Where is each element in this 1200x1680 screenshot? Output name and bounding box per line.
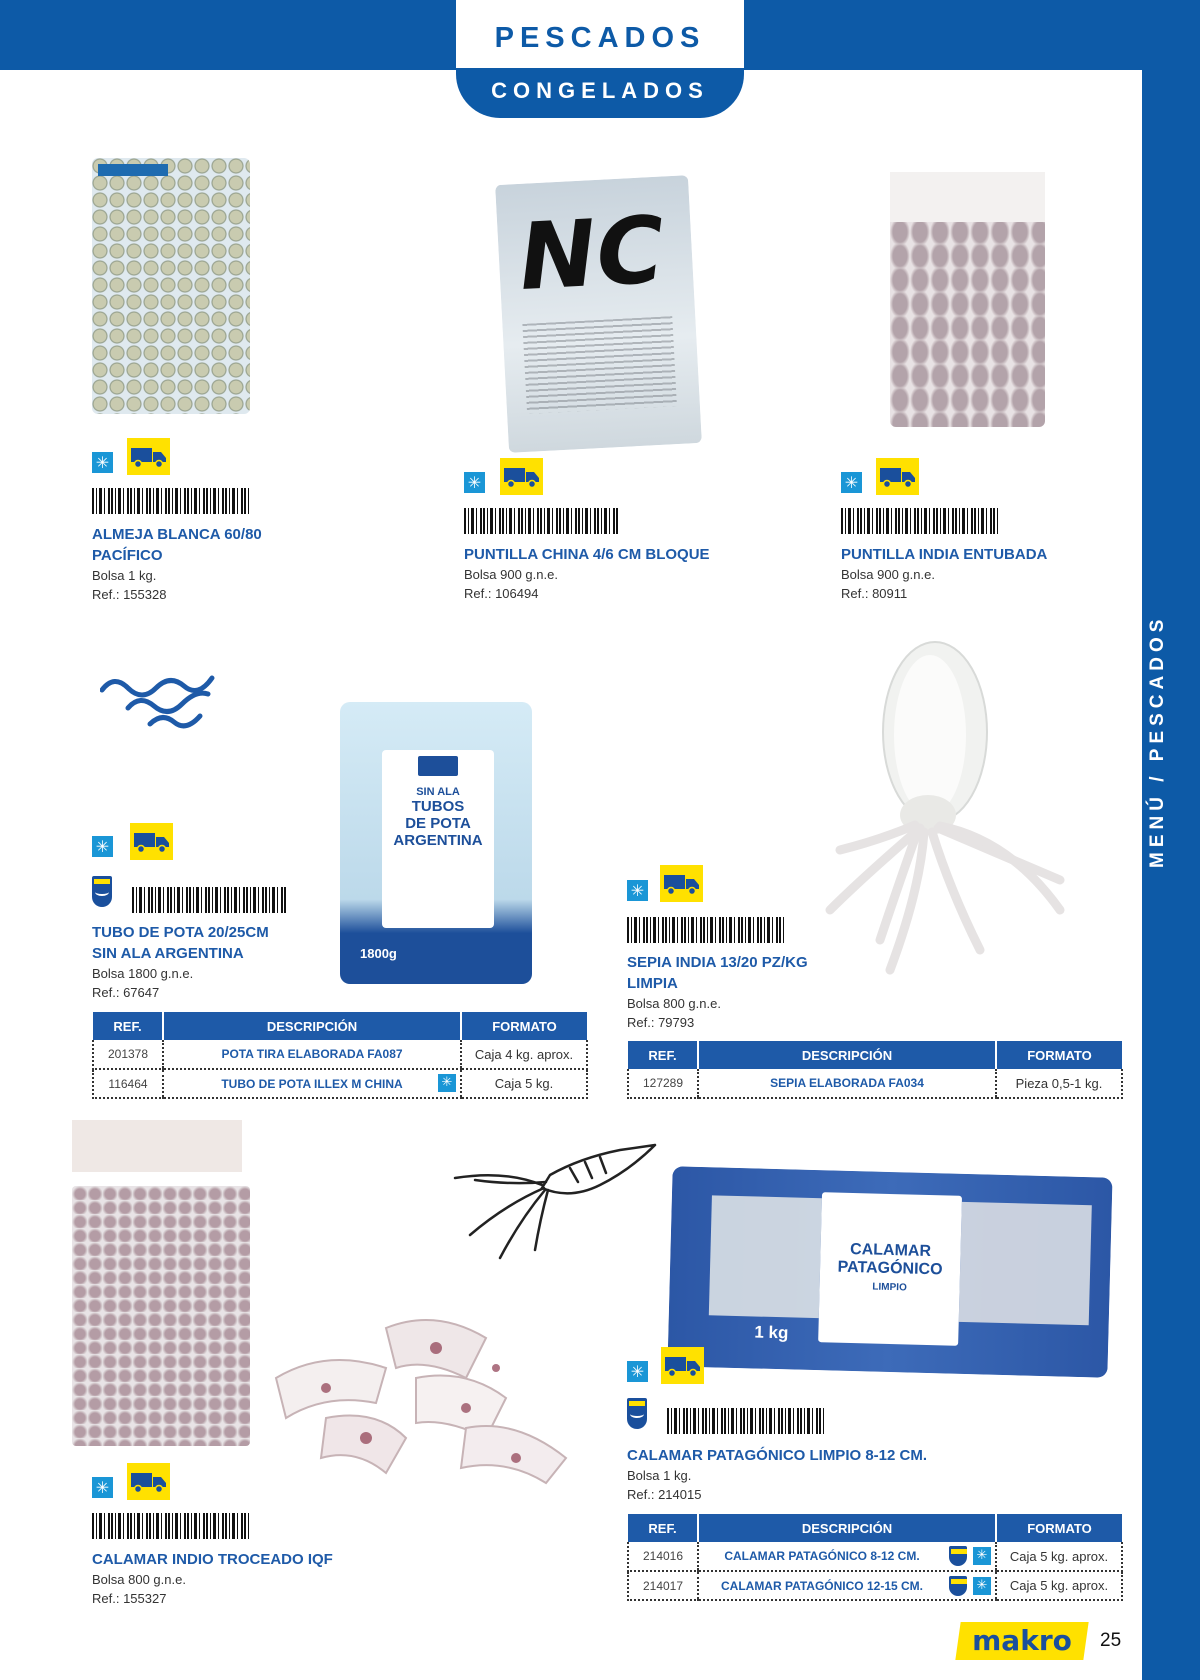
packaging-line: LIMPIO: [872, 1281, 907, 1294]
metro-chef-icon: [949, 1576, 967, 1596]
tubo-pota-product-image: [340, 702, 532, 984]
calamar-patagonico-product-image: [667, 1166, 1112, 1377]
barcode: [841, 508, 999, 534]
snowflake-icon: ✳: [92, 836, 113, 857]
packaging-line: PATAGÓNICO: [837, 1258, 943, 1279]
packaging-line: CALAMAR: [849, 1240, 932, 1261]
logo-text: makro: [972, 1624, 1072, 1657]
column-header: DESCRIPCIÓN: [698, 1041, 996, 1069]
product-ref: Ref.: 155328: [92, 587, 167, 602]
product-table: [92, 1012, 588, 1099]
metro-chef-icon: [949, 1546, 967, 1566]
cell-desc: SEPIA ELABORADA FA034: [698, 1069, 996, 1098]
cell-ref: 116464: [93, 1069, 163, 1098]
cell-desc: [698, 1571, 996, 1600]
product-format: Bolsa 800 g.n.e.: [92, 1572, 186, 1587]
page-number: 25: [1100, 1630, 1122, 1651]
snowflake-icon: ✳: [973, 1577, 991, 1595]
table-row: [93, 1069, 587, 1098]
packaging-line: SIN ALA: [416, 786, 460, 798]
almeja-product-image: [92, 158, 250, 414]
table-row: [93, 1040, 587, 1069]
packaging-line: TUBOS: [411, 798, 465, 815]
column-header: FORMATO: [461, 1012, 587, 1040]
table-row: [628, 1571, 1122, 1600]
table-row: [628, 1069, 1122, 1098]
snowflake-icon: ✳: [973, 1547, 991, 1565]
product-name-line2: PACÍFICO: [92, 547, 163, 564]
delivery-truck-icon: [127, 438, 170, 475]
column-header: FORMATO: [996, 1041, 1122, 1069]
cell-desc-text: TUBO DE POTA ILLEX M CHINA: [221, 1076, 403, 1091]
product-name-line2: SIN ALA ARGENTINA: [92, 945, 244, 962]
barcode: [464, 508, 620, 534]
cell-format: Caja 5 kg. aprox.: [996, 1542, 1122, 1571]
cell-format: Caja 5 kg. aprox.: [996, 1571, 1122, 1600]
waves-illustration: [100, 670, 215, 732]
product-ref: Ref.: 214015: [627, 1487, 702, 1502]
puntilla-india-product-image: [890, 172, 1045, 427]
product-ref: Ref.: 80911: [841, 586, 908, 601]
product-format: Bolsa 900 g.n.e.: [841, 567, 935, 582]
product-format: Bolsa 1 kg.: [92, 568, 157, 583]
cell-format: Caja 4 kg. aprox.: [461, 1040, 587, 1069]
snowflake-icon: ✳: [627, 1361, 648, 1382]
table-row: [628, 1542, 1122, 1571]
product-ref: Ref.: 67647: [92, 985, 160, 1000]
cell-format: Caja 5 kg.: [461, 1069, 587, 1098]
column-header: FORMATO: [996, 1514, 1122, 1542]
page-title: PESCADOS: [494, 22, 706, 54]
cell-desc-text: CALAMAR PATAGÓNICO 12-15 CM.: [720, 1578, 923, 1593]
squid-sketch-illustration: [450, 1140, 660, 1260]
product-format: Bolsa 800 g.n.e.: [627, 996, 721, 1011]
page-subtitle: CONGELADOS: [491, 78, 709, 103]
product-name: PUNTILLA CHINA 4/6 CM BLOQUE: [464, 546, 710, 563]
product-format: Bolsa 900 g.n.e.: [464, 567, 558, 582]
product-name: SEPIA INDIA 13/20 PZ/KG: [627, 954, 808, 971]
delivery-truck-icon: [661, 1347, 704, 1384]
barcode: [667, 1408, 825, 1434]
delivery-truck-icon: [660, 865, 703, 902]
cell-desc: POTA TIRA ELABORADA FA087: [163, 1040, 461, 1069]
product-format: Bolsa 1800 g.n.e.: [92, 966, 194, 981]
snowflake-icon: ✳: [464, 472, 485, 493]
puntilla-china-product-image: [495, 175, 702, 453]
product-name: ALMEJA BLANCA 60/80: [92, 526, 262, 543]
packaging-line: DE POTA: [405, 815, 471, 832]
barcode: [132, 887, 288, 913]
metro-chef-icon: [627, 1398, 647, 1429]
product-table: [627, 1041, 1123, 1099]
barcode: [627, 917, 785, 943]
column-header: REF.: [628, 1514, 698, 1542]
column-header: DESCRIPCIÓN: [163, 1012, 461, 1040]
product-name-line2: LIMPIA: [627, 975, 678, 992]
snowflake-icon: ✳: [92, 452, 113, 473]
column-header: REF.: [93, 1012, 163, 1040]
snowflake-icon: ✳: [841, 472, 862, 493]
packaging-mark: NC: [512, 196, 670, 312]
barcode: [92, 488, 250, 514]
delivery-truck-icon: [127, 1463, 170, 1500]
cell-format: Pieza 0,5-1 kg.: [996, 1069, 1122, 1098]
cell-ref: 214016: [628, 1542, 698, 1571]
product-name: CALAMAR PATAGÓNICO LIMPIO 8-12 CM.: [627, 1447, 927, 1464]
metro-chef-icon: [92, 876, 112, 907]
cell-desc: [698, 1542, 996, 1571]
snowflake-icon: ✳: [92, 1477, 113, 1498]
squid-rings-illustration: [266, 1308, 586, 1488]
packaging-line: ARGENTINA: [393, 832, 483, 849]
delivery-truck-icon: [500, 458, 543, 495]
packaging-weight: 1 kg: [754, 1322, 789, 1343]
column-header: DESCRIPCIÓN: [698, 1514, 996, 1542]
delivery-truck-icon: [130, 823, 173, 860]
barcode: [92, 1513, 250, 1539]
side-section-label: MENÚ / PESCADOS: [1147, 614, 1168, 868]
product-name: PUNTILLA INDIA ENTUBADA: [841, 546, 1048, 563]
cell-ref: 214017: [628, 1571, 698, 1600]
cell-desc: [163, 1069, 461, 1098]
packaging-weight: 1800g: [360, 946, 397, 961]
cell-desc-text: CALAMAR PATAGÓNICO 8-12 CM.: [724, 1549, 920, 1563]
snowflake-icon: ✳: [438, 1074, 456, 1092]
snowflake-icon: ✳: [627, 880, 648, 901]
makro-logo: [955, 1622, 1088, 1660]
column-header: REF.: [628, 1041, 698, 1069]
cell-ref: 127289: [628, 1069, 698, 1098]
product-ref: Ref.: 79793: [627, 1015, 695, 1030]
cell-ref: 201378: [93, 1040, 163, 1069]
product-name: TUBO DE POTA 20/25CM: [92, 924, 269, 941]
product-ref: Ref.: 106494: [464, 586, 539, 601]
sepia-product-image: [820, 640, 1090, 1000]
delivery-truck-icon: [876, 458, 919, 495]
product-format: Bolsa 1 kg.: [627, 1468, 692, 1483]
product-name: CALAMAR INDIO TROCEADO IQF: [92, 1551, 333, 1568]
product-table: [627, 1514, 1123, 1601]
calamar-indio-product-image: [72, 1186, 250, 1446]
product-ref: Ref.: 155327: [92, 1591, 167, 1606]
